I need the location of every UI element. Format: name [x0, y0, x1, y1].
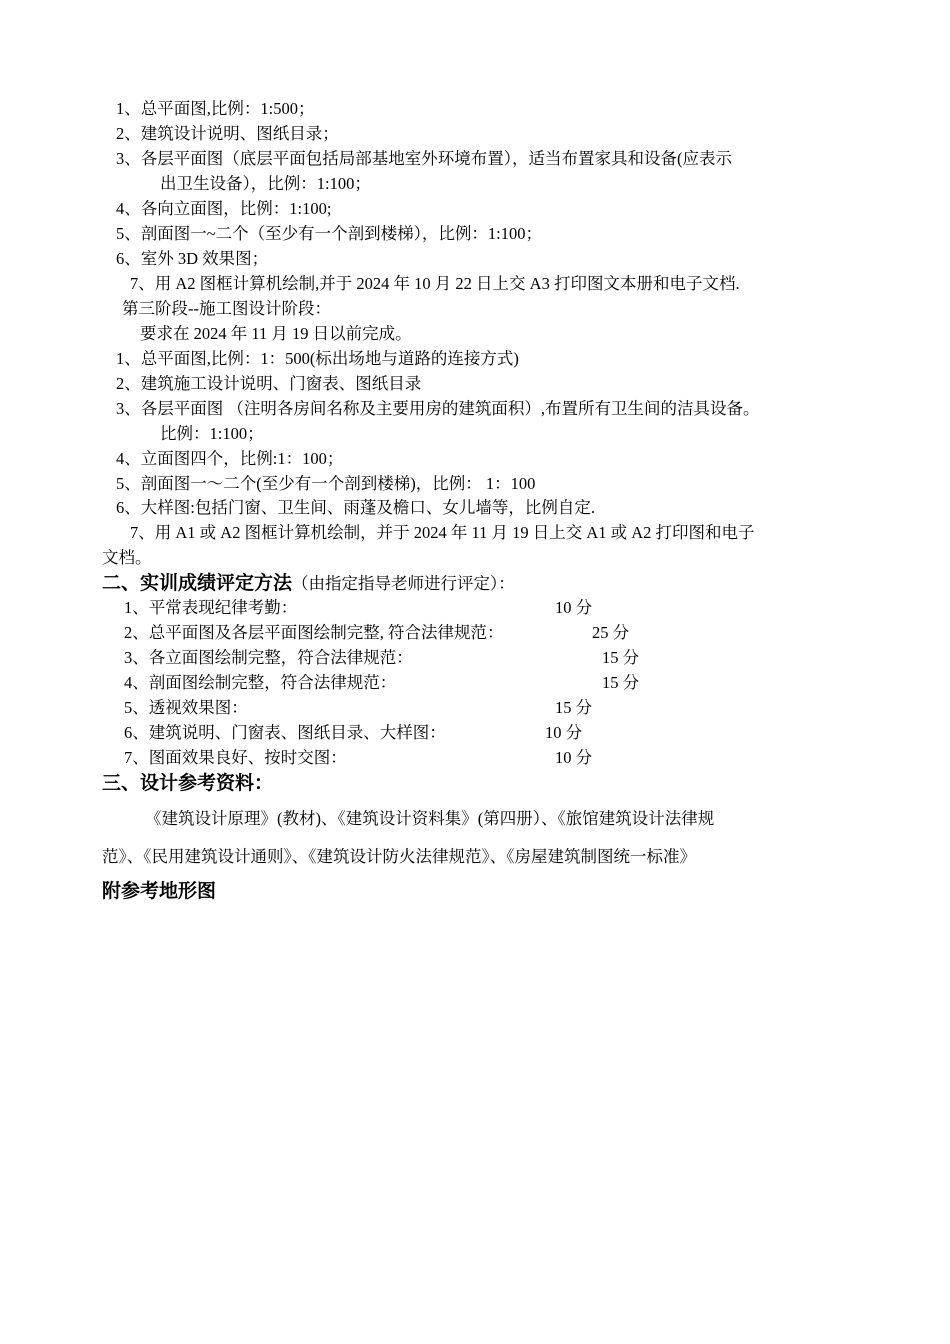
criterion-7-score: 10 分: [555, 748, 593, 767]
stage3-title: 第三阶段--施工图设计阶段：: [122, 299, 331, 318]
section2-heading-text: 二、实训成绩评定方法: [102, 572, 293, 594]
stage3-item-4: 4、立面图四个，比例:1：100；: [116, 449, 344, 468]
criterion-6-score: 10 分: [545, 723, 583, 742]
stage2-item-5: 5、剖面图一~二个（至少有一个剖到楼梯），比例：1:100；: [116, 224, 543, 243]
criterion-2-label: 2、总平面图及各层平面图绘制完整, 符合法律规范：: [124, 623, 504, 642]
criterion-7-label: 7、图面效果良好、按时交图：: [124, 748, 347, 767]
criterion-4-label: 4、剖面图绘制完整，符合法律规范：: [124, 673, 397, 692]
references-line-1: 《建筑设计原理》(教材)、《建筑设计资料集》(第四册）、《旅馆建筑设计法律规: [145, 809, 715, 828]
section3-heading: 三、设计参考资料：: [102, 772, 274, 794]
stage3-item-2: 2、建筑施工设计说明、门窗表、图纸目录: [116, 374, 422, 393]
criterion-1-score: 10 分: [555, 598, 593, 617]
criterion-3-score: 15 分: [602, 648, 640, 667]
criterion-3-label: 3、各立面图绘制完整，符合法律规范：: [124, 648, 413, 667]
stage3-item-3-cont: 比例：1:100；: [160, 424, 264, 443]
stage3-item-1: 1、总平面图,比例：1：500(标出场地与道路的连接方式): [116, 349, 519, 368]
stage2-item-7: 7、用 A2 图框计算机绘制,并于 2024 年 10 月 22 日上交 A3 打印图文本册和电子文档.: [130, 274, 740, 293]
criterion-5-label: 5、透视效果图：: [124, 698, 248, 717]
stage2-item-3-cont: 出卫生设备），比例：1:100；: [160, 174, 371, 193]
stage2-item-6: 6、室外 3D 效果图；: [116, 249, 269, 268]
appendix-heading: 附参考地形图: [102, 880, 217, 902]
criterion-4-score: 15 分: [602, 673, 640, 692]
stage3-item-7-cont: 文档。: [102, 548, 152, 567]
stage3-item-3: 3、各层平面图 （注明各房间名称及主要用房的建筑面积）,布置所有卫生间的洁具设备。: [116, 399, 760, 418]
criterion-2-score: 25 分: [592, 623, 630, 642]
stage2-item-3: 3、各层平面图（底层平面包括局部基地室外环境布置），适当布置家具和设备(应表示: [116, 149, 732, 168]
references-line-2: 范》、《民用建筑设计通则》、《建筑设计防火法律规范》、《房屋建筑制图统一标准》: [102, 847, 696, 866]
section2-heading-note: （由指定指导老师进行评定）：: [292, 574, 515, 593]
criterion-5-score: 15 分: [555, 698, 593, 717]
criterion-6-label: 6、建筑说明、门窗表、图纸目录、大样图：: [124, 723, 446, 742]
section2-heading: [102, 571, 515, 596]
stage3-item-5: 5、剖面图一～二个(至少有一个剖到楼梯)，比例： 1：100: [116, 474, 536, 493]
stage3-item-6: 6、大样图:包括门窗、卫生间、雨蓬及檐口、女儿墙等，比例自定.: [116, 498, 595, 517]
stage3-item-7: 7、用 A1 或 A2 图框计算机绘制，并于 2024 年 11 月 19 日上交 A1 或 A2 打印图和电子: [130, 523, 755, 542]
stage2-item-4: 4、各向立面图，比例：1:100;: [116, 199, 332, 218]
stage3-requirement: 要求在 2024 年 11 月 19 日以前完成。: [140, 324, 412, 343]
stage2-item-2: 2、建筑设计说明、图纸目录；: [116, 124, 339, 143]
criterion-1-label: 1、平常表现纪律考勤：: [124, 598, 298, 617]
stage2-item-1: 1、总平面图,比例：1:500；: [116, 99, 315, 118]
